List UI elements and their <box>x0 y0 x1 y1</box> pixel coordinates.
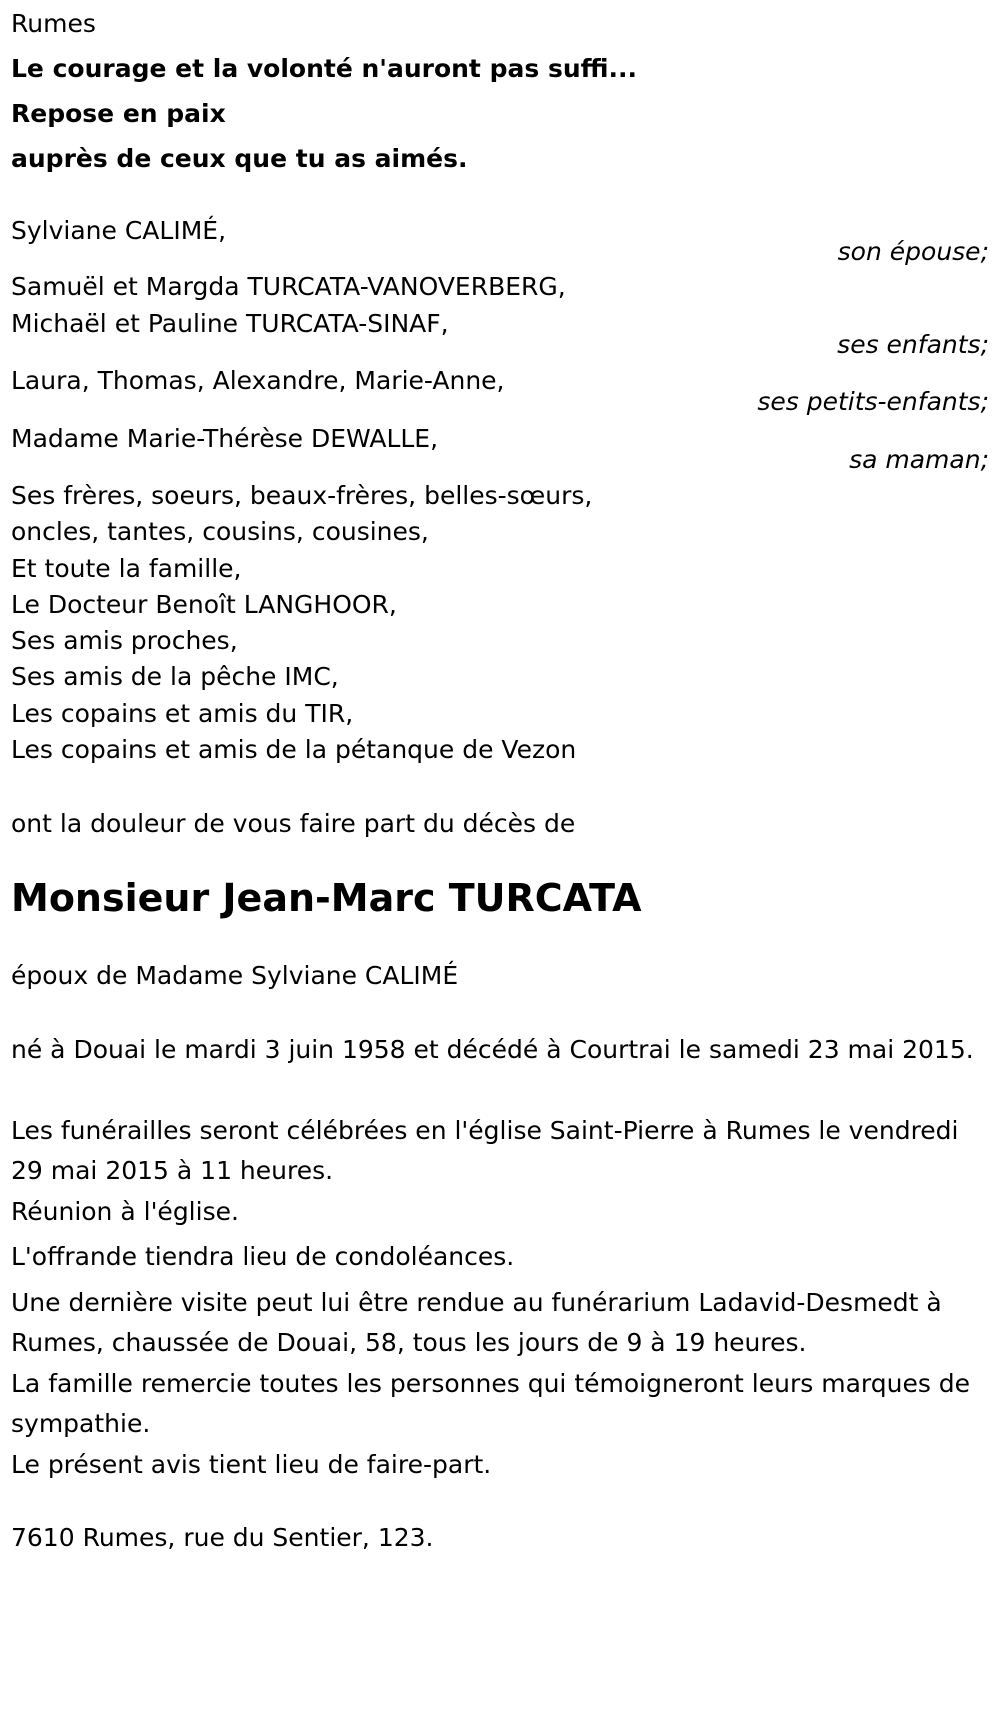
mother-relation: sa maman; <box>849 445 989 474</box>
spouse-name: Sylviane CALIMÉ, <box>11 216 227 245</box>
relatives-line-3: Et toute la famille, <box>11 554 242 583</box>
notice-paragraph: Le présent avis tient lieu de faire-part. <box>11 1450 492 1479</box>
relatives-line-7: Les copains et amis du TIR, <box>11 699 354 728</box>
announcement-text: ont la douleur de vous faire part du décès de <box>11 809 576 838</box>
mother-name: Madame Marie-Thérèse DEWALLE, <box>11 424 439 453</box>
funeral-paragraph: Les funérailles seront célébrées en l'église Saint-Pierre à Rumes le vendredi 29 mai 2015 à 11 heures. <box>11 1116 959 1185</box>
thanks-paragraph: La famille remercie toutes les personnes qui témoigneront leurs marques de sympathie. <box>11 1369 971 1438</box>
grandchildren-names: Laura, Thomas, Alexandre, Marie-Anne, <box>11 366 505 395</box>
children-relation: ses enfants; <box>837 330 989 359</box>
quote-line-3: auprès de ceux que tu as aimés. <box>11 144 468 173</box>
child-name-2: Michaël et Pauline TURCATA-SINAF, <box>11 309 449 338</box>
quote-line-1: Le courage et la volonté n'auront pas suffi... <box>11 54 637 83</box>
relatives-line-4: Le Docteur Benoît LANGHOOR, <box>11 590 397 619</box>
child-name-1: Samuël et Margda TURCATA-VANOVERBERG, <box>11 272 566 301</box>
birth-death-paragraph: né à Douai le mardi 3 juin 1958 et décédé à Courtrai le samedi 23 mai 2015. <box>11 1035 974 1064</box>
place-name: Rumes <box>11 9 96 38</box>
deceased-name: Monsieur Jean-Marc TURCATA <box>11 876 642 920</box>
relatives-line-5: Ses amis proches, <box>11 626 238 655</box>
relatives-line-1: Ses frères, soeurs, beaux-frères, belles-sœurs, <box>11 481 593 510</box>
visit-paragraph: Une dernière visite peut lui être rendue au funérarium Ladavid-Desmedt à Rumes, chaussée de Douai, 58, tous les jours de 9 à 19 heures. <box>11 1288 942 1357</box>
offering-paragraph: L'offrande tiendra lieu de condoléances. <box>11 1242 515 1271</box>
deceased-spouse-line: époux de Madame Sylviane CALIMÉ <box>11 961 459 990</box>
quote-line-2: Repose en paix <box>11 99 226 128</box>
relatives-line-6: Ses amis de la pêche IMC, <box>11 662 339 691</box>
address-line: 7610 Rumes, rue du Sentier, 123. <box>11 1523 434 1552</box>
relatives-line-8: Les copains et amis de la pétanque de Vezon <box>11 735 577 764</box>
grandchildren-relation: ses petits-enfants; <box>757 387 989 416</box>
relatives-line-2: oncles, tantes, cousins, cousines, <box>11 517 429 546</box>
meeting-paragraph: Réunion à l'église. <box>11 1197 239 1226</box>
spouse-relation: son épouse; <box>837 237 989 266</box>
